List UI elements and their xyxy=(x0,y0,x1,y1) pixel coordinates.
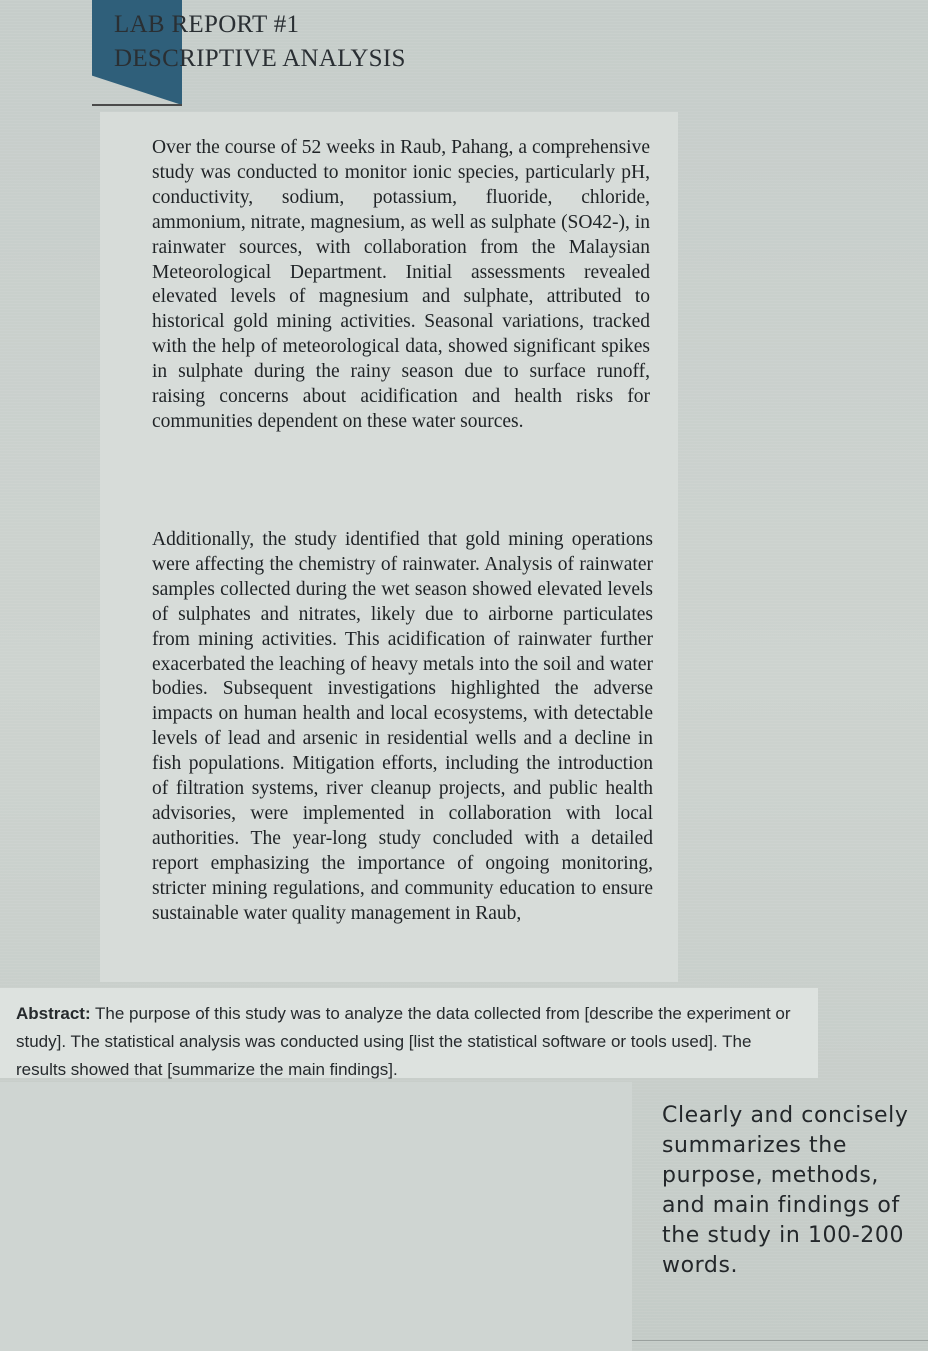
body-paragraph-2: Additionally, the study identified that gold mining operations were affecting the chemistry of rainwater. Analysis of rainwater samples collected during the wet season showed elevated levels of sulphates and nitrates, likely due to airborne particulates from mining activities. This acidification of rainwater further exacerbated the leaching of heavy metals into the soil and water bodies. Subsequent investigations highlighted the adverse impacts on human health and local ecosystems, with detectable levels of lead and arsenic in residential wells and a decline in fish populations. Mitigation efforts, including the introduction of filtration systems, river cleanup projects, and public health advisories, were implemented in collaboration with local authorities. The year-long study concluded with a detailed report emphasizing the importance of ongoing monitoring, stricter mining regulations, and community education to ensure sustainable water quality management in Raub, xyxy=(152,529,653,924)
header-divider xyxy=(92,104,182,106)
rubric-criteria: Clearly and concisely summarizes the purpose, methods, and main findings of the study in 100-200 words. xyxy=(662,1103,909,1278)
abstract-label: Abstract: xyxy=(16,1004,91,1023)
body-paragraph-1: Over the course of 52 weeks in Raub, Pahang, a comprehensive study was conducted to monitor ionic species, particularly pH, conductivity, sodium, potassium, fluoride, chloride, ammonium, nitrate, magnesium, as well as sulphate (SO42-), in rainwater sources, with collaboration from the Malaysian Meteorological Department. Initial assessments revealed elevated levels of magnesium and sulphate, attributed to historical gold mining activities. Seasonal variations, tracked with the help of meteorological data, showed significant spikes in sulphate during the rainy season due to surface runoff, raising concerns about acidification and health risks for communities dependent on these water sources. xyxy=(152,137,650,432)
rubric-divider xyxy=(632,1340,928,1341)
report-header xyxy=(114,8,406,76)
lower-grade-cell xyxy=(0,1082,632,1351)
abstract-text xyxy=(16,1000,806,1084)
report-subtitle: DESCRIPTIVE ANALYSIS xyxy=(114,45,406,72)
report-title: LAB REPORT #1 xyxy=(114,11,300,38)
abstract-body: The purpose of this study was to analyze the data collected from [describe the experiment or study]. The statistical analysis was conducted using [list the statistical software or tools used]. The results showed that [summarize the main findings]. xyxy=(16,1004,791,1079)
